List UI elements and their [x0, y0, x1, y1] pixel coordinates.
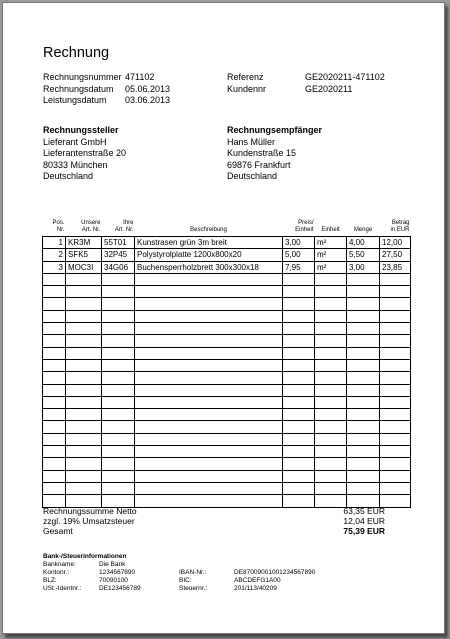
table-row-empty — [43, 347, 411, 359]
cell-einheit — [315, 409, 347, 421]
meta-right-values — [305, 72, 385, 95]
cell-einheit — [315, 396, 347, 408]
cell-pos — [43, 421, 66, 433]
cell-preis — [283, 396, 315, 408]
cell-einheit — [315, 384, 347, 396]
cell-beschreibung — [135, 482, 283, 494]
cell-pos — [43, 446, 66, 458]
cell-betrag — [380, 323, 411, 335]
table-row-empty — [43, 323, 411, 335]
invoice-number: 471102 — [125, 72, 155, 82]
cell-einheit — [315, 347, 347, 359]
cell-einheit — [315, 298, 347, 310]
cell-unsere — [66, 482, 102, 494]
service-date: 03.06.2013 — [125, 95, 171, 105]
total-gross-label: Gesamt — [43, 526, 73, 536]
cell-preis — [283, 298, 315, 310]
cell-ihre — [102, 384, 135, 396]
total-gross-value: 75,39 EUR — [343, 526, 385, 536]
cell-betrag — [380, 359, 411, 371]
cell-preis — [283, 347, 315, 359]
bank-right-labels — [179, 569, 207, 593]
cell-beschreibung: Buchensperrholzbrett 300x300x18 — [135, 261, 283, 273]
invoice-page — [2, 2, 445, 634]
cell-beschreibung — [135, 347, 283, 359]
cell-preis — [283, 273, 315, 285]
cell-pos — [43, 433, 66, 445]
cell-pos — [43, 323, 66, 335]
cell-einheit — [315, 446, 347, 458]
cell-beschreibung — [135, 470, 283, 482]
cell-pos — [43, 458, 66, 470]
cell-betrag — [380, 286, 411, 298]
cell-ihre — [102, 335, 135, 347]
table-row-empty — [43, 310, 411, 322]
cell-betrag — [380, 458, 411, 470]
total-vat-label: zzgl. 19% Umsatzsteuer — [43, 516, 135, 526]
cell-betrag — [380, 446, 411, 458]
page-title: Rechnung — [43, 45, 110, 61]
account-number: 1234567890 — [99, 569, 136, 576]
cell-unsere — [66, 323, 102, 335]
cell-ihre — [102, 482, 135, 494]
cell-pos — [43, 470, 66, 482]
table-row-empty — [43, 421, 411, 433]
cell-menge — [347, 396, 380, 408]
cell-pos: 1 — [43, 237, 66, 249]
cell-menge — [347, 446, 380, 458]
cell-pos — [43, 396, 66, 408]
cell-beschreibung — [135, 372, 283, 384]
cell-unsere: MOC3I — [66, 261, 102, 273]
cell-unsere — [66, 384, 102, 396]
cell-betrag: 23,85 — [380, 261, 411, 273]
cell-betrag — [380, 470, 411, 482]
cell-unsere — [66, 347, 102, 359]
cell-pos — [43, 359, 66, 371]
bank-code: 70090100 — [99, 577, 128, 584]
sender-line: Lieferant GmbH — [43, 136, 107, 147]
cell-beschreibung — [135, 273, 283, 285]
cell-beschreibung — [135, 359, 283, 371]
meta-right-labels — [227, 72, 266, 95]
cell-betrag — [380, 372, 411, 384]
cell-preis — [283, 323, 315, 335]
cell-ihre — [102, 433, 135, 445]
recipient-line: Kundenstraße 15 — [227, 148, 297, 158]
cell-ihre — [102, 421, 135, 433]
cell-einheit — [315, 359, 347, 371]
col-header-pos: Pos. Nr. — [52, 220, 65, 233]
cell-preis — [283, 384, 315, 396]
cell-preis — [283, 470, 315, 482]
bank-right-values — [234, 569, 315, 593]
cell-beschreibung — [135, 335, 283, 347]
cell-ihre — [102, 396, 135, 408]
cell-einheit — [315, 372, 347, 384]
cell-pos — [43, 310, 66, 322]
cell-pos: 3 — [43, 261, 66, 273]
cell-unsere — [66, 335, 102, 347]
recipient-heading: Rechnungsempfänger — [227, 125, 323, 135]
cell-menge — [347, 384, 380, 396]
table-row-empty — [43, 409, 411, 421]
cell-preis — [283, 359, 315, 371]
cell-beschreibung — [135, 384, 283, 396]
cell-preis: 3,00 — [283, 237, 315, 249]
cell-pos — [43, 372, 66, 384]
cell-pos — [43, 298, 66, 310]
cell-betrag — [380, 310, 411, 322]
cell-ihre — [102, 347, 135, 359]
cell-unsere — [66, 446, 102, 458]
table-row-empty — [43, 396, 411, 408]
col-header-ihre: Ihre Art. Nr. — [114, 220, 134, 233]
cell-pos — [43, 409, 66, 421]
bank-label: BLZ: — [43, 577, 57, 584]
table-row-empty — [43, 298, 411, 310]
bank-name: Die Bank — [99, 561, 126, 568]
cell-einheit: m² — [315, 249, 347, 261]
cell-einheit — [315, 470, 347, 482]
bank-heading: Bank-/Steuerinformationen — [43, 553, 127, 560]
table-row-empty — [43, 446, 411, 458]
cell-beschreibung — [135, 433, 283, 445]
meta-label: Referenz — [227, 72, 264, 82]
table-row-empty — [43, 359, 411, 371]
bank-label: BIC: — [179, 577, 192, 584]
cell-ihre — [102, 323, 135, 335]
cell-pos — [43, 347, 66, 359]
cell-einheit — [315, 335, 347, 347]
cell-unsere — [66, 433, 102, 445]
cell-preis — [283, 372, 315, 384]
bank-label: Bankname: — [43, 561, 76, 568]
cell-ihre — [102, 409, 135, 421]
cell-unsere — [66, 372, 102, 384]
cell-menge — [347, 335, 380, 347]
cell-ihre — [102, 273, 135, 285]
cell-menge — [347, 482, 380, 494]
cell-unsere — [66, 310, 102, 322]
cell-menge: 5,50 — [347, 249, 380, 261]
cell-preis: 7,95 — [283, 261, 315, 273]
cell-einheit — [315, 458, 347, 470]
cell-preis — [283, 446, 315, 458]
cell-betrag: 12,00 — [380, 237, 411, 249]
col-header-unsere: Unsere Art. Nr. — [81, 220, 101, 233]
sender-line: Lieferantenstraße 20 — [43, 148, 127, 158]
cell-preis — [283, 335, 315, 347]
cell-einheit: m² — [315, 261, 347, 273]
recipient-block — [227, 125, 322, 183]
cell-unsere — [66, 273, 102, 285]
cell-menge — [347, 347, 380, 359]
sender-block — [43, 125, 126, 183]
cell-menge — [347, 310, 380, 322]
bank-left-labels — [43, 561, 81, 593]
vat-id: DE123456789 — [99, 585, 141, 592]
cell-ihre: 32P45 — [102, 249, 135, 261]
cell-unsere: SFK5 — [66, 249, 102, 261]
cell-einheit — [315, 273, 347, 285]
cell-menge — [347, 433, 380, 445]
cell-beschreibung — [135, 458, 283, 470]
table-row — [43, 261, 411, 273]
cell-pos — [43, 286, 66, 298]
table-row — [43, 237, 411, 249]
cell-preis — [283, 286, 315, 298]
sender-heading: Rechnungssteller — [43, 125, 119, 135]
cell-ihre: 55T01 — [102, 237, 135, 249]
cell-einheit: m² — [315, 237, 347, 249]
cell-menge — [347, 409, 380, 421]
cell-ihre — [102, 372, 135, 384]
table-row — [43, 249, 411, 261]
bank-label: Steuernr.: — [179, 585, 208, 592]
cell-beschreibung: Kunstrasen grün 3m breit — [135, 237, 283, 249]
table-row-empty — [43, 372, 411, 384]
cell-ihre: 34G06 — [102, 261, 135, 273]
table-row-empty — [43, 482, 411, 494]
cell-menge — [347, 458, 380, 470]
cell-beschreibung — [135, 396, 283, 408]
cell-unsere — [66, 458, 102, 470]
cell-menge — [347, 273, 380, 285]
recipient-line: 69876 Frankfurt — [227, 159, 291, 170]
cell-betrag — [380, 482, 411, 494]
bank-label: Kontonr.: — [43, 569, 70, 576]
cell-beschreibung — [135, 286, 283, 298]
items-table — [42, 220, 411, 508]
tax-number: 201/113/40209 — [234, 585, 277, 592]
cell-pos — [43, 482, 66, 494]
meta-label: Kundennr — [227, 83, 267, 94]
cell-beschreibung — [135, 298, 283, 310]
cell-ihre — [102, 458, 135, 470]
meta-label: Rechnungsnummer — [43, 72, 122, 82]
total-net-label: Rechnungssumme Netto — [43, 506, 137, 516]
recipient-line: Deutschland — [227, 171, 278, 181]
col-header-preis: Preis/ Einheit — [295, 220, 314, 233]
cell-pos — [43, 384, 66, 396]
meta-left-labels — [43, 72, 122, 107]
cell-preis: 5,00 — [283, 249, 315, 261]
col-header-beschreibung: Beschreibung — [190, 227, 227, 233]
bic: ABCDEFG1A00 — [234, 577, 281, 584]
table-row-empty — [43, 286, 411, 298]
totals-values — [303, 506, 385, 536]
table-row-empty — [43, 273, 411, 285]
cell-unsere — [66, 421, 102, 433]
bank-label: USt.-Identnr.: — [43, 585, 82, 592]
cell-preis — [283, 433, 315, 445]
sender-line: Deutschland — [43, 171, 94, 181]
cell-einheit — [315, 286, 347, 298]
cell-unsere — [66, 298, 102, 310]
total-vat-value: 12,04 EUR — [343, 516, 385, 526]
cell-preis — [283, 310, 315, 322]
bank-label: IBAN-Nr.: — [179, 569, 207, 576]
cell-betrag — [380, 421, 411, 433]
cell-einheit — [315, 482, 347, 494]
cell-menge — [347, 470, 380, 482]
cell-betrag: 27,50 — [380, 249, 411, 261]
totals-labels — [43, 506, 137, 536]
cell-betrag — [380, 298, 411, 310]
cell-pos — [43, 335, 66, 347]
cell-menge: 3,00 — [347, 261, 380, 273]
cell-ihre — [102, 446, 135, 458]
cell-preis — [283, 458, 315, 470]
cell-unsere — [66, 409, 102, 421]
customer-number: GE2020211 — [305, 83, 353, 94]
cell-unsere — [66, 359, 102, 371]
table-row-empty — [43, 384, 411, 396]
cell-betrag — [380, 409, 411, 421]
cell-preis — [283, 409, 315, 421]
col-header-betrag: Betrag in EUR — [390, 220, 410, 233]
cell-unsere — [66, 286, 102, 298]
cell-menge — [347, 421, 380, 433]
cell-menge: 4,00 — [347, 237, 380, 249]
cell-ihre — [102, 359, 135, 371]
bank-left-values — [99, 561, 141, 593]
cell-betrag — [380, 433, 411, 445]
invoice-date: 05.06.2013 — [125, 83, 171, 94]
cell-betrag — [380, 396, 411, 408]
cell-menge — [347, 372, 380, 384]
col-header-menge: Menge — [353, 227, 373, 233]
table-row-empty — [43, 458, 411, 470]
cell-beschreibung — [135, 409, 283, 421]
cell-einheit — [315, 433, 347, 445]
cell-ihre — [102, 310, 135, 322]
table-row-empty — [43, 335, 411, 347]
cell-beschreibung: Polystyrolplatte 1200x800x20 — [135, 249, 283, 261]
cell-einheit — [315, 421, 347, 433]
sender-line: 80333 München — [43, 159, 108, 170]
cell-einheit — [315, 323, 347, 335]
reference-number: GE2020211-471102 — [305, 72, 385, 82]
cell-pos — [43, 273, 66, 285]
cell-preis — [283, 482, 315, 494]
cell-betrag — [380, 347, 411, 359]
col-header-einheit: Einheit — [321, 227, 340, 233]
cell-betrag — [380, 384, 411, 396]
cell-beschreibung — [135, 495, 283, 507]
meta-label: Rechnungsdatum — [43, 83, 114, 94]
cell-beschreibung — [135, 310, 283, 322]
cell-einheit — [315, 310, 347, 322]
cell-ihre — [102, 298, 135, 310]
cell-menge — [347, 298, 380, 310]
cell-betrag — [380, 273, 411, 285]
table-row-empty — [43, 433, 411, 445]
cell-unsere — [66, 396, 102, 408]
meta-left-values — [125, 72, 170, 107]
cell-beschreibung — [135, 323, 283, 335]
cell-beschreibung — [135, 421, 283, 433]
meta-label: Leistungsdatum — [43, 95, 107, 105]
cell-menge — [347, 286, 380, 298]
cell-pos: 2 — [43, 249, 66, 261]
cell-beschreibung — [135, 446, 283, 458]
table-header-row — [43, 220, 411, 237]
cell-betrag — [380, 335, 411, 347]
cell-menge — [347, 323, 380, 335]
cell-unsere — [66, 470, 102, 482]
cell-menge — [347, 359, 380, 371]
cell-ihre — [102, 470, 135, 482]
cell-ihre — [102, 286, 135, 298]
recipient-line: Hans Müller — [227, 136, 276, 147]
cell-preis — [283, 421, 315, 433]
iban: DE87009001001234567890 — [234, 569, 316, 576]
table-row-empty — [43, 470, 411, 482]
cell-unsere: KR3M — [66, 237, 102, 249]
total-net-value: 63,35 EUR — [343, 506, 385, 516]
